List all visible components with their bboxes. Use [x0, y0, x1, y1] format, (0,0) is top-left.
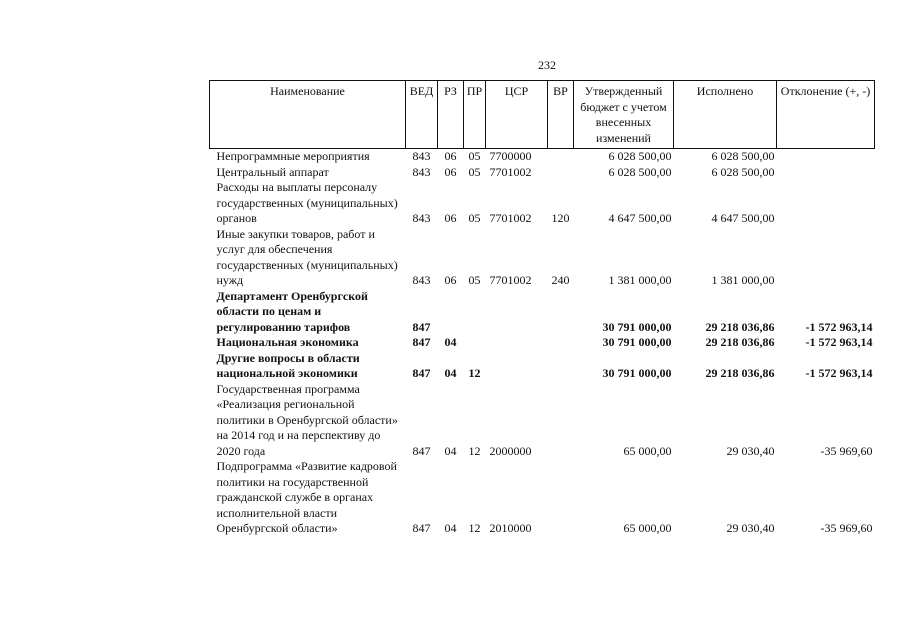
header-executed: Исполнено — [674, 81, 777, 149]
row-rz: 04 — [444, 335, 457, 349]
row-executed: 29 030,40 — [726, 443, 775, 458]
row-executed: 29 030,40 — [726, 521, 775, 535]
row-ved: 843 — [412, 211, 431, 225]
table-row — [210, 382, 875, 460]
table-body — [210, 149, 875, 537]
row-deviation: -1 572 963,14 — [805, 335, 873, 349]
table-row — [210, 165, 875, 181]
table-row — [210, 227, 875, 289]
row-csr: 7701002 — [489, 164, 532, 179]
row-vr: 120 — [551, 211, 570, 225]
row-approved: 65 000,00 — [623, 521, 672, 535]
table-header-row — [210, 81, 875, 149]
row-csr — [486, 351, 548, 382]
row-name: Подпрограмма «Развитие кадровой политики на государственной гражданской службе в органах исполнительной власти Оренбургской области» — [216, 459, 397, 535]
row-deviation — [777, 149, 875, 165]
row-approved: 6 028 500,00 — [608, 149, 672, 163]
row-rz: 06 — [444, 149, 457, 163]
page-number: 232 — [538, 58, 556, 72]
row-pr: 12 — [468, 443, 481, 458]
row-ved: 847 — [412, 443, 431, 458]
row-ved: 843 — [412, 273, 431, 287]
row-executed: 6 028 500,00 — [711, 164, 775, 179]
row-name: Расходы на выплаты персоналу государственных (муниципальных) органов — [216, 180, 398, 225]
header-rz: РЗ — [438, 81, 464, 149]
row-csr: 7700000 — [489, 149, 532, 163]
row-pr: 05 — [468, 149, 481, 163]
row-deviation — [777, 165, 875, 181]
row-approved: 4 647 500,00 — [608, 211, 672, 225]
row-deviation: -35 969,60 — [820, 521, 873, 535]
row-ved: 843 — [412, 149, 431, 163]
table-row — [210, 459, 875, 537]
header-name: Наименование — [210, 81, 406, 149]
row-pr: 05 — [468, 164, 481, 179]
row-rz: 04 — [444, 443, 457, 458]
header-pr: ПР — [464, 81, 486, 149]
table-row — [210, 149, 875, 165]
row-executed: 1 381 000,00 — [711, 273, 775, 287]
row-rz: 06 — [444, 273, 457, 287]
row-name: Другие вопросы в области национальной экономики — [216, 350, 360, 380]
row-deviation — [777, 227, 875, 289]
row-executed: 29 218 036,86 — [705, 335, 775, 349]
row-approved: 30 791 000,00 — [602, 366, 672, 380]
row-approved: 30 791 000,00 — [602, 335, 672, 349]
row-csr — [486, 335, 548, 351]
row-executed: 29 218 036,86 — [705, 366, 775, 380]
row-rz: 06 — [444, 164, 457, 179]
row-pr: 05 — [468, 211, 481, 225]
budget-table — [209, 80, 875, 537]
row-csr — [486, 289, 548, 336]
row-ved: 847 — [412, 366, 431, 380]
header-ved: ВЕД — [406, 81, 438, 149]
row-vr — [548, 165, 574, 181]
table-row — [210, 351, 875, 382]
row-name: Государственная программа «Реализация региональной политики в Оренбургской области» на 2014 год и на перспективу до 2020 года — [216, 381, 398, 458]
row-vr — [548, 382, 574, 460]
row-approved: 65 000,00 — [623, 443, 672, 458]
row-pr — [464, 289, 486, 336]
row-rz: 04 — [444, 521, 457, 535]
row-approved: 6 028 500,00 — [608, 164, 672, 179]
header-approved: Утвержденный бюджет с учетом внесенных изменений — [574, 81, 674, 149]
header-csr: ЦСР — [486, 81, 548, 149]
row-approved: 1 381 000,00 — [608, 273, 672, 287]
row-vr — [548, 149, 574, 165]
row-deviation — [777, 180, 875, 227]
row-name: Иные закупки товаров, работ и услуг для обеспечения государственных (муниципальных) нужд — [216, 226, 398, 287]
row-ved: 847 — [412, 335, 431, 349]
row-rz: 06 — [444, 211, 457, 225]
row-pr: 12 — [468, 521, 481, 535]
table-row — [210, 180, 875, 227]
row-deviation: -1 572 963,14 — [805, 366, 873, 380]
row-vr — [548, 289, 574, 336]
row-ved: 847 — [412, 521, 431, 535]
row-csr: 7701002 — [489, 273, 532, 287]
row-approved: 30 791 000,00 — [602, 319, 672, 334]
row-name: Центральный аппарат — [216, 164, 329, 179]
row-vr — [548, 335, 574, 351]
row-pr: 12 — [468, 366, 481, 380]
table-row — [210, 289, 875, 336]
row-executed: 6 028 500,00 — [711, 149, 775, 163]
row-pr — [464, 335, 486, 351]
row-vr — [548, 459, 574, 537]
row-ved: 847 — [412, 319, 431, 334]
row-ved: 843 — [412, 164, 431, 179]
row-name: Департамент Оренбургской области по ценам и регулированию тарифов — [216, 288, 368, 334]
row-vr: 240 — [551, 273, 570, 287]
row-name: Национальная экономика — [216, 335, 359, 349]
row-executed: 4 647 500,00 — [711, 211, 775, 225]
row-csr: 2010000 — [489, 521, 532, 535]
row-pr: 05 — [468, 273, 481, 287]
header-deviation: Отклонение (+, -) — [777, 81, 875, 149]
row-vr — [548, 351, 574, 382]
header-vr: ВР — [548, 81, 574, 149]
row-rz — [438, 289, 464, 336]
row-deviation: -1 572 963,14 — [805, 319, 873, 334]
row-csr: 2000000 — [489, 443, 532, 458]
row-deviation: -35 969,60 — [820, 443, 873, 458]
table-row — [210, 335, 875, 351]
row-rz: 04 — [444, 366, 457, 380]
row-executed: 29 218 036,86 — [705, 319, 775, 334]
row-csr: 7701002 — [489, 211, 532, 225]
row-name: Непрограммные мероприятия — [216, 149, 370, 163]
